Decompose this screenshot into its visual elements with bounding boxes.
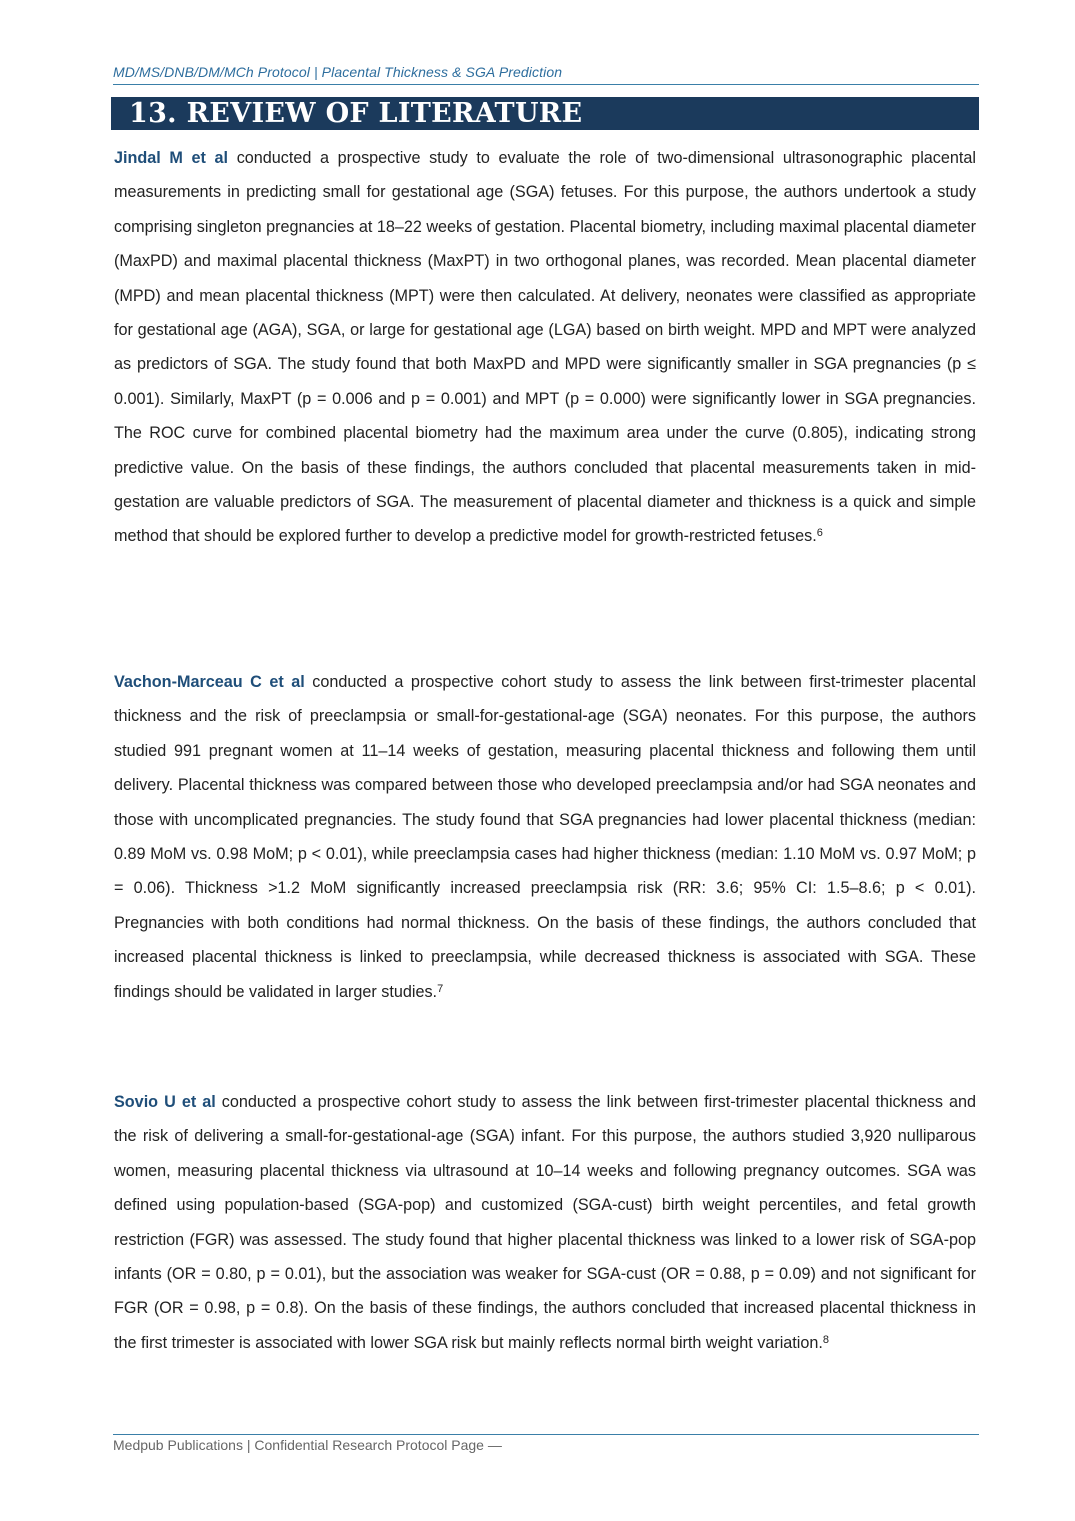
literature-paragraph [114, 665, 976, 1009]
page-footer: Medpub Publications | Confidential Research Protocol Page — [113, 1437, 502, 1453]
author-name: Jindal M et al [114, 149, 229, 167]
header-divider [113, 84, 979, 85]
footer-divider [113, 1434, 979, 1435]
section-heading-bar [111, 97, 979, 130]
literature-paragraph [114, 141, 976, 554]
paragraph-text: conducted a prospective study to evaluate the role of two-dimensional ultrasonographic placental measurements in predicting small for gestational age (SGA) fetuses. For this purpose, the authors undertook a study comprising singleton pregnancies at 18–22 weeks of gestation. Placental biometry, including maximal placental diameter (MaxPD) and maximal placental thickness (MaxPT) in two orthogonal planes, was recorded. Mean placental diameter (MPD) and mean placental thickness (MPT) were then calculated. At delivery, neonates were classified as appropriate for gestational age (AGA), SGA, or large for gestational age (LGA) based on birth weight. MPD and MPT were analyzed as predictors of SGA. The study found that both MaxPD and MPD were significantly smaller in SGA pregnancies (p ≤ 0.001). Similarly, MaxPT (p = 0.006 and p = 0.001) and MPT (p = 0.000) were significantly lower in SGA pregnancies. The ROC curve for combined placental biometry had the maximum area under the curve (0.805), indicating strong predictive value. On the basis of these findings, the authors concluded that placental measurements taken in mid-gestation are valuable predictors of SGA. The measurement of placental diameter and thickness is a quick and simple method that should be explored further to develop a predictive model for growth-restricted fetuses. [114, 149, 976, 546]
author-name: Vachon-Marceau C et al [114, 673, 305, 691]
literature-paragraph [114, 1085, 976, 1360]
citation-superscript: 7 [437, 982, 444, 995]
author-name: Sovio U et al [114, 1093, 216, 1111]
citation-superscript: 8 [822, 1333, 830, 1346]
paragraph-text: conducted a prospective cohort study to assess the link between first-trimester placental thickness and the risk of delivering a small-for-gestational-age (SGA) infant. For this purpose, the authors studied 3,920 nulliparous women, measuring placental thickness via ultrasound at 10–14 weeks and following pregnancy outcomes. SGA was defined using population-based (SGA-pop) and customized (SGA-cust) birth weight percentiles, and fetal growth restriction (FGR) was assessed. The study found that higher placental thickness was linked to a lower risk of SGA-pop infants (OR = 0.80, p = 0.01), but the association was weaker for SGA-cust (OR = 0.88, p = 0.09) and not significant for FGR (OR = 0.98, p = 0.8). On the basis of these findings, the authors concluded that increased placental thickness in the first trimester is associated with lower SGA risk but mainly reflects normal birth weight variation. [114, 1093, 976, 1352]
running-header: MD/MS/DNB/DM/MCh Protocol | Placental Thickness & SGA Prediction [113, 64, 563, 80]
citation-superscript: 6 [816, 527, 823, 540]
section-title: 13. REVIEW OF LITERATURE [129, 98, 583, 129]
paragraph-text: conducted a prospective cohort study to assess the link between first-trimester placental thickness and the risk of preeclampsia or small-for-gestational-age (SGA) neonates. For this purpose, the authors studied 991 pregnant women at 11–14 weeks of gestation, measuring placental thickness and following them until delivery. Placental thickness was compared between those who developed preeclampsia and/or had SGA neonates and those with uncomplicated pregnancies. The study found that SGA pregnancies had lower placental thickness (median: 0.89 MoM vs. 0.98 MoM; p < 0.01), while preeclampsia cases had higher thickness (median: 1.10 MoM vs. 0.97 MoM; p = 0.06). Thickness >1.2 MoM significantly increased preeclampsia risk (RR: 3.6; 95% CI: 1.5–8.6; p < 0.01). Pregnancies with both conditions had normal thickness. On the basis of these findings, the authors concluded that increased placental thickness is linked to preeclampsia, while decreased thickness is associated with SGA. These findings should be validated in larger studies. [114, 673, 976, 1001]
